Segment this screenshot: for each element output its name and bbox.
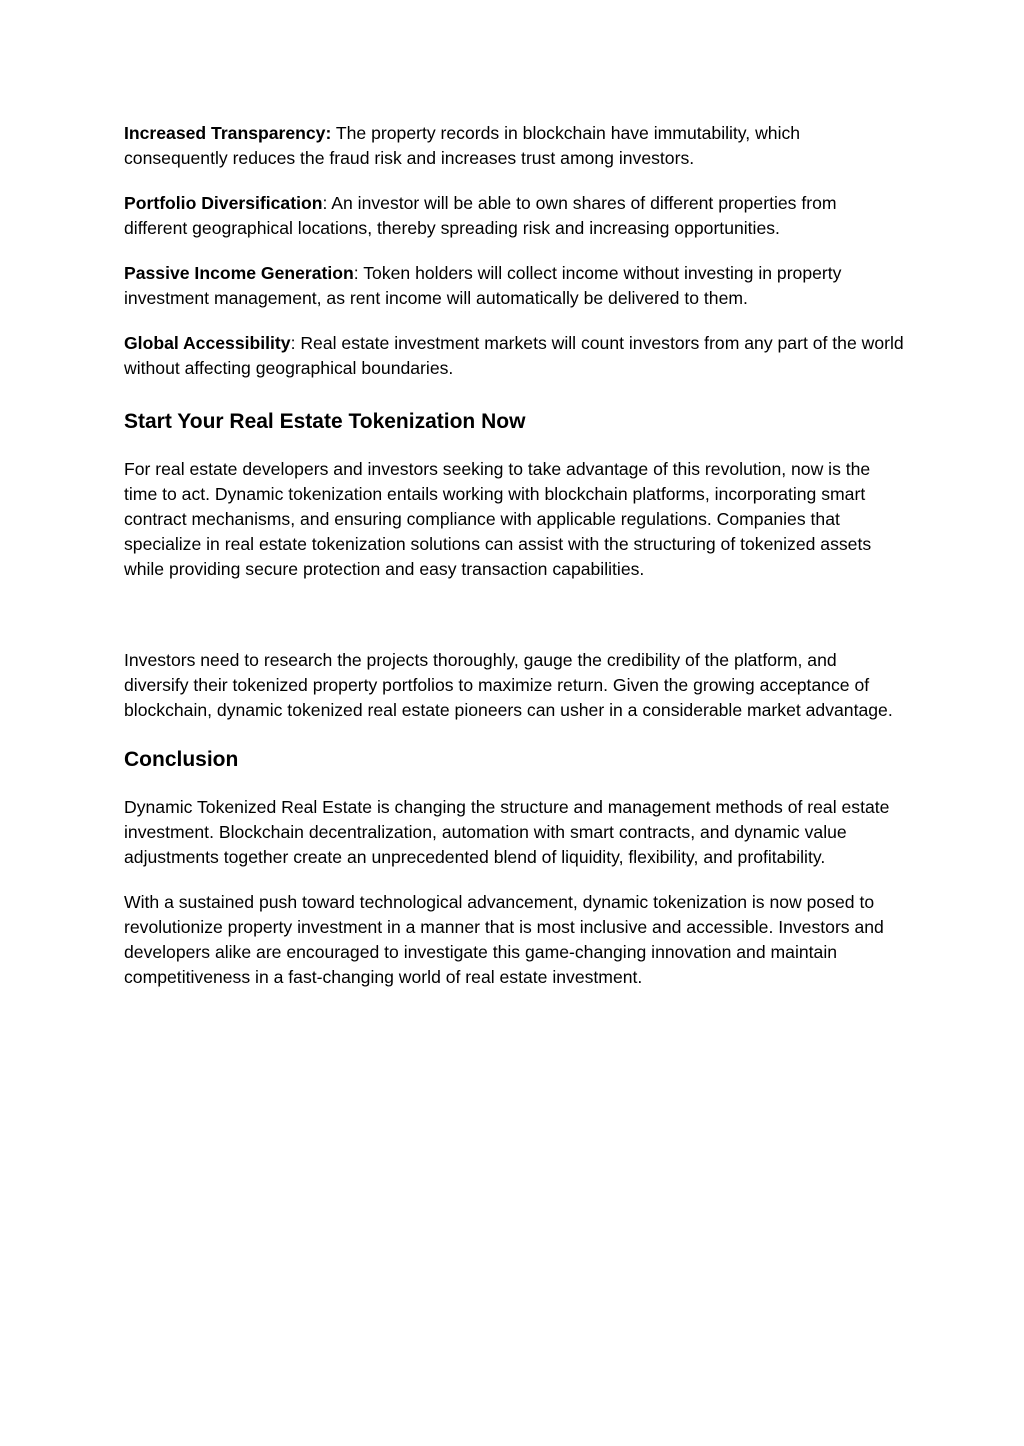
benefit-passive-income-generation xyxy=(124,261,904,311)
blank-spacer xyxy=(124,582,904,648)
benefit-title: Increased Transparency: xyxy=(124,123,332,143)
conclusion-paragraph-2: With a sustained push toward technological advancement, dynamic tokenization is now posed to revolutionize property investment in a manner that is most inclusive and accessible. Investors and developers alike are encouraged to investigate this game-changing innovation and maintain competitiveness in a fast-changing world of real estate investment. xyxy=(124,892,884,987)
benefit-portfolio-diversification xyxy=(124,191,904,241)
benefit-title: Passive Income Generation xyxy=(124,263,354,283)
conclusion-heading: Conclusion xyxy=(124,748,239,771)
benefit-text: The property records in blockchain have immutability, which consequently reduces the fraud risk and increases trust among investors. xyxy=(124,123,801,168)
start-section-paragraph-1: For real estate developers and investors seeking to take advantage of this revolution, now is the time to act. Dynamic tokenization entails working with blockchain platforms, incorporating smart contract mechanisms, and ensuring compliance with applicable regulations. Companies that specialize in real estate tokenization solutions can assist with the structuring of tokenized assets while providing secure protection and easy transaction capabilities. xyxy=(124,459,872,579)
benefit-text: : Token holders will collect income without investing in property investment management, as rent income will automatically be delivered to them. xyxy=(124,263,842,308)
benefit-title: Global Accessibility xyxy=(124,333,291,353)
start-section-heading: Start Your Real Estate Tokenization Now xyxy=(124,410,526,433)
start-section-paragraph-2: Investors need to research the projects thoroughly, gauge the credibility of the platform, and diversify their tokenized property portfolios to maximize return. Given the growing acceptance of blockchain, dynamic tokenized real estate pioneers can usher in a considerable market advantage. xyxy=(124,650,893,720)
benefit-text: : An investor will be able to own shares of different properties from different geographical locations, thereby spreading risk and increasing opportunities. xyxy=(124,193,837,238)
benefit-global-accessibility xyxy=(124,331,904,381)
benefit-increased-transparency xyxy=(124,121,904,171)
benefit-text: : Real estate investment markets will count investors from any part of the world without affecting geographical boundaries. xyxy=(124,333,904,378)
benefit-title: Portfolio Diversification xyxy=(124,193,323,213)
conclusion-paragraph-1: Dynamic Tokenized Real Estate is changing the structure and management methods of real estate investment. Blockchain decentralization, automation with smart contracts, and dynamic value adjustments together create an unprecedented blend of liquidity, flexibility, and profitability. xyxy=(124,797,890,867)
document-page xyxy=(124,121,904,990)
